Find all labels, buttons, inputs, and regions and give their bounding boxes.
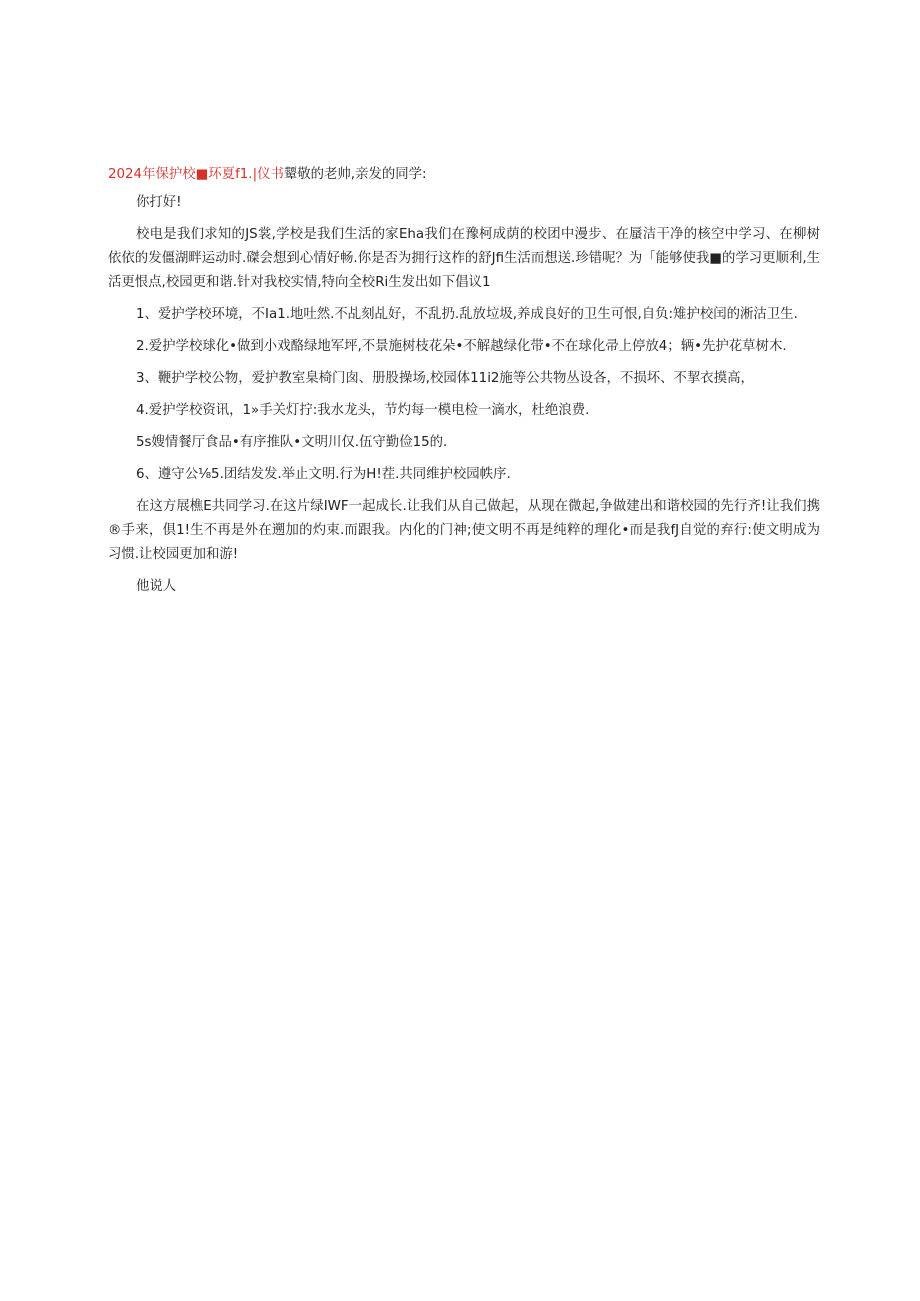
proposal-item-1: 1、爱护学校环境，不Ia1.地吐然.不乩刻乩好，不乱扔.乱放垃圾,养成良好的卫生可恨,自负:雉护校闰的淅沽卫生.	[136, 307, 798, 322]
closing-paragraph: 在这方展樵E共同学习.在这片绿IWF一起成长.让我们从自己做起，从现在微起,争做建出和谐校园的先行齐!让我们携®手来，倶1!生不再是外在遡加的灼束.而跟我。内化的门神;使文明不再是纯粹的理化•而是我fJ自觉的弃行:使文明成为习惯.让校园更加和游!	[108, 499, 820, 562]
document-title: 2024年保护校■环夏f1.|仪书	[108, 167, 284, 182]
proposal-item-5: 5s嫂情餐厅食品•有序推队•文明川仅.伍守勤俭15的.	[136, 435, 448, 450]
proposal-item-6: 6、遵守公⅛5.团结发发.举止文明.行为H!茬.共同维护校园帙序.	[136, 467, 511, 482]
salutation: 颦敬的老帅,亲发的同学:	[283, 167, 427, 182]
intro-paragraph: 校电是我们求知的JS裳,学校是我们生活的家Eha我们在豫柯成荫的校团中漫步、在蜃洁干净的核空中学习、在柳树依依的发僵湖畔运动时.磔会想到心情好畅.你是否为拥行这柞的舒Jfi生活而想送.珍错呢？为「能够使我■的学习更顺利,生活更恨点,校园更和谐.针对我校实情,特向全校Ri生发出如下倡议1	[108, 227, 820, 290]
proposal-item-2: 2.爱护学校球化•做到小戏酪绿地军坪,不景施树枝花朵•不解越绿化带•不在球化帚上停放4；辆•先护花草树木.	[136, 339, 787, 354]
document-header-line	[108, 163, 820, 187]
signature: 他说人	[136, 579, 177, 594]
proposal-item-3: 3、鞭护学校公物，爱护教室臬椅门囱、册股操场,校园体11i2施等公共物丛设各，不损坏、不挈衣摸高，	[136, 371, 754, 386]
greeting: 你打好!	[136, 195, 182, 210]
proposal-item-4: 4.爱护学校资讯，1»手关灯拧:我水龙头，节灼每一模电检一滴水，杜绝浪费.	[136, 403, 590, 418]
document-body	[108, 163, 820, 599]
